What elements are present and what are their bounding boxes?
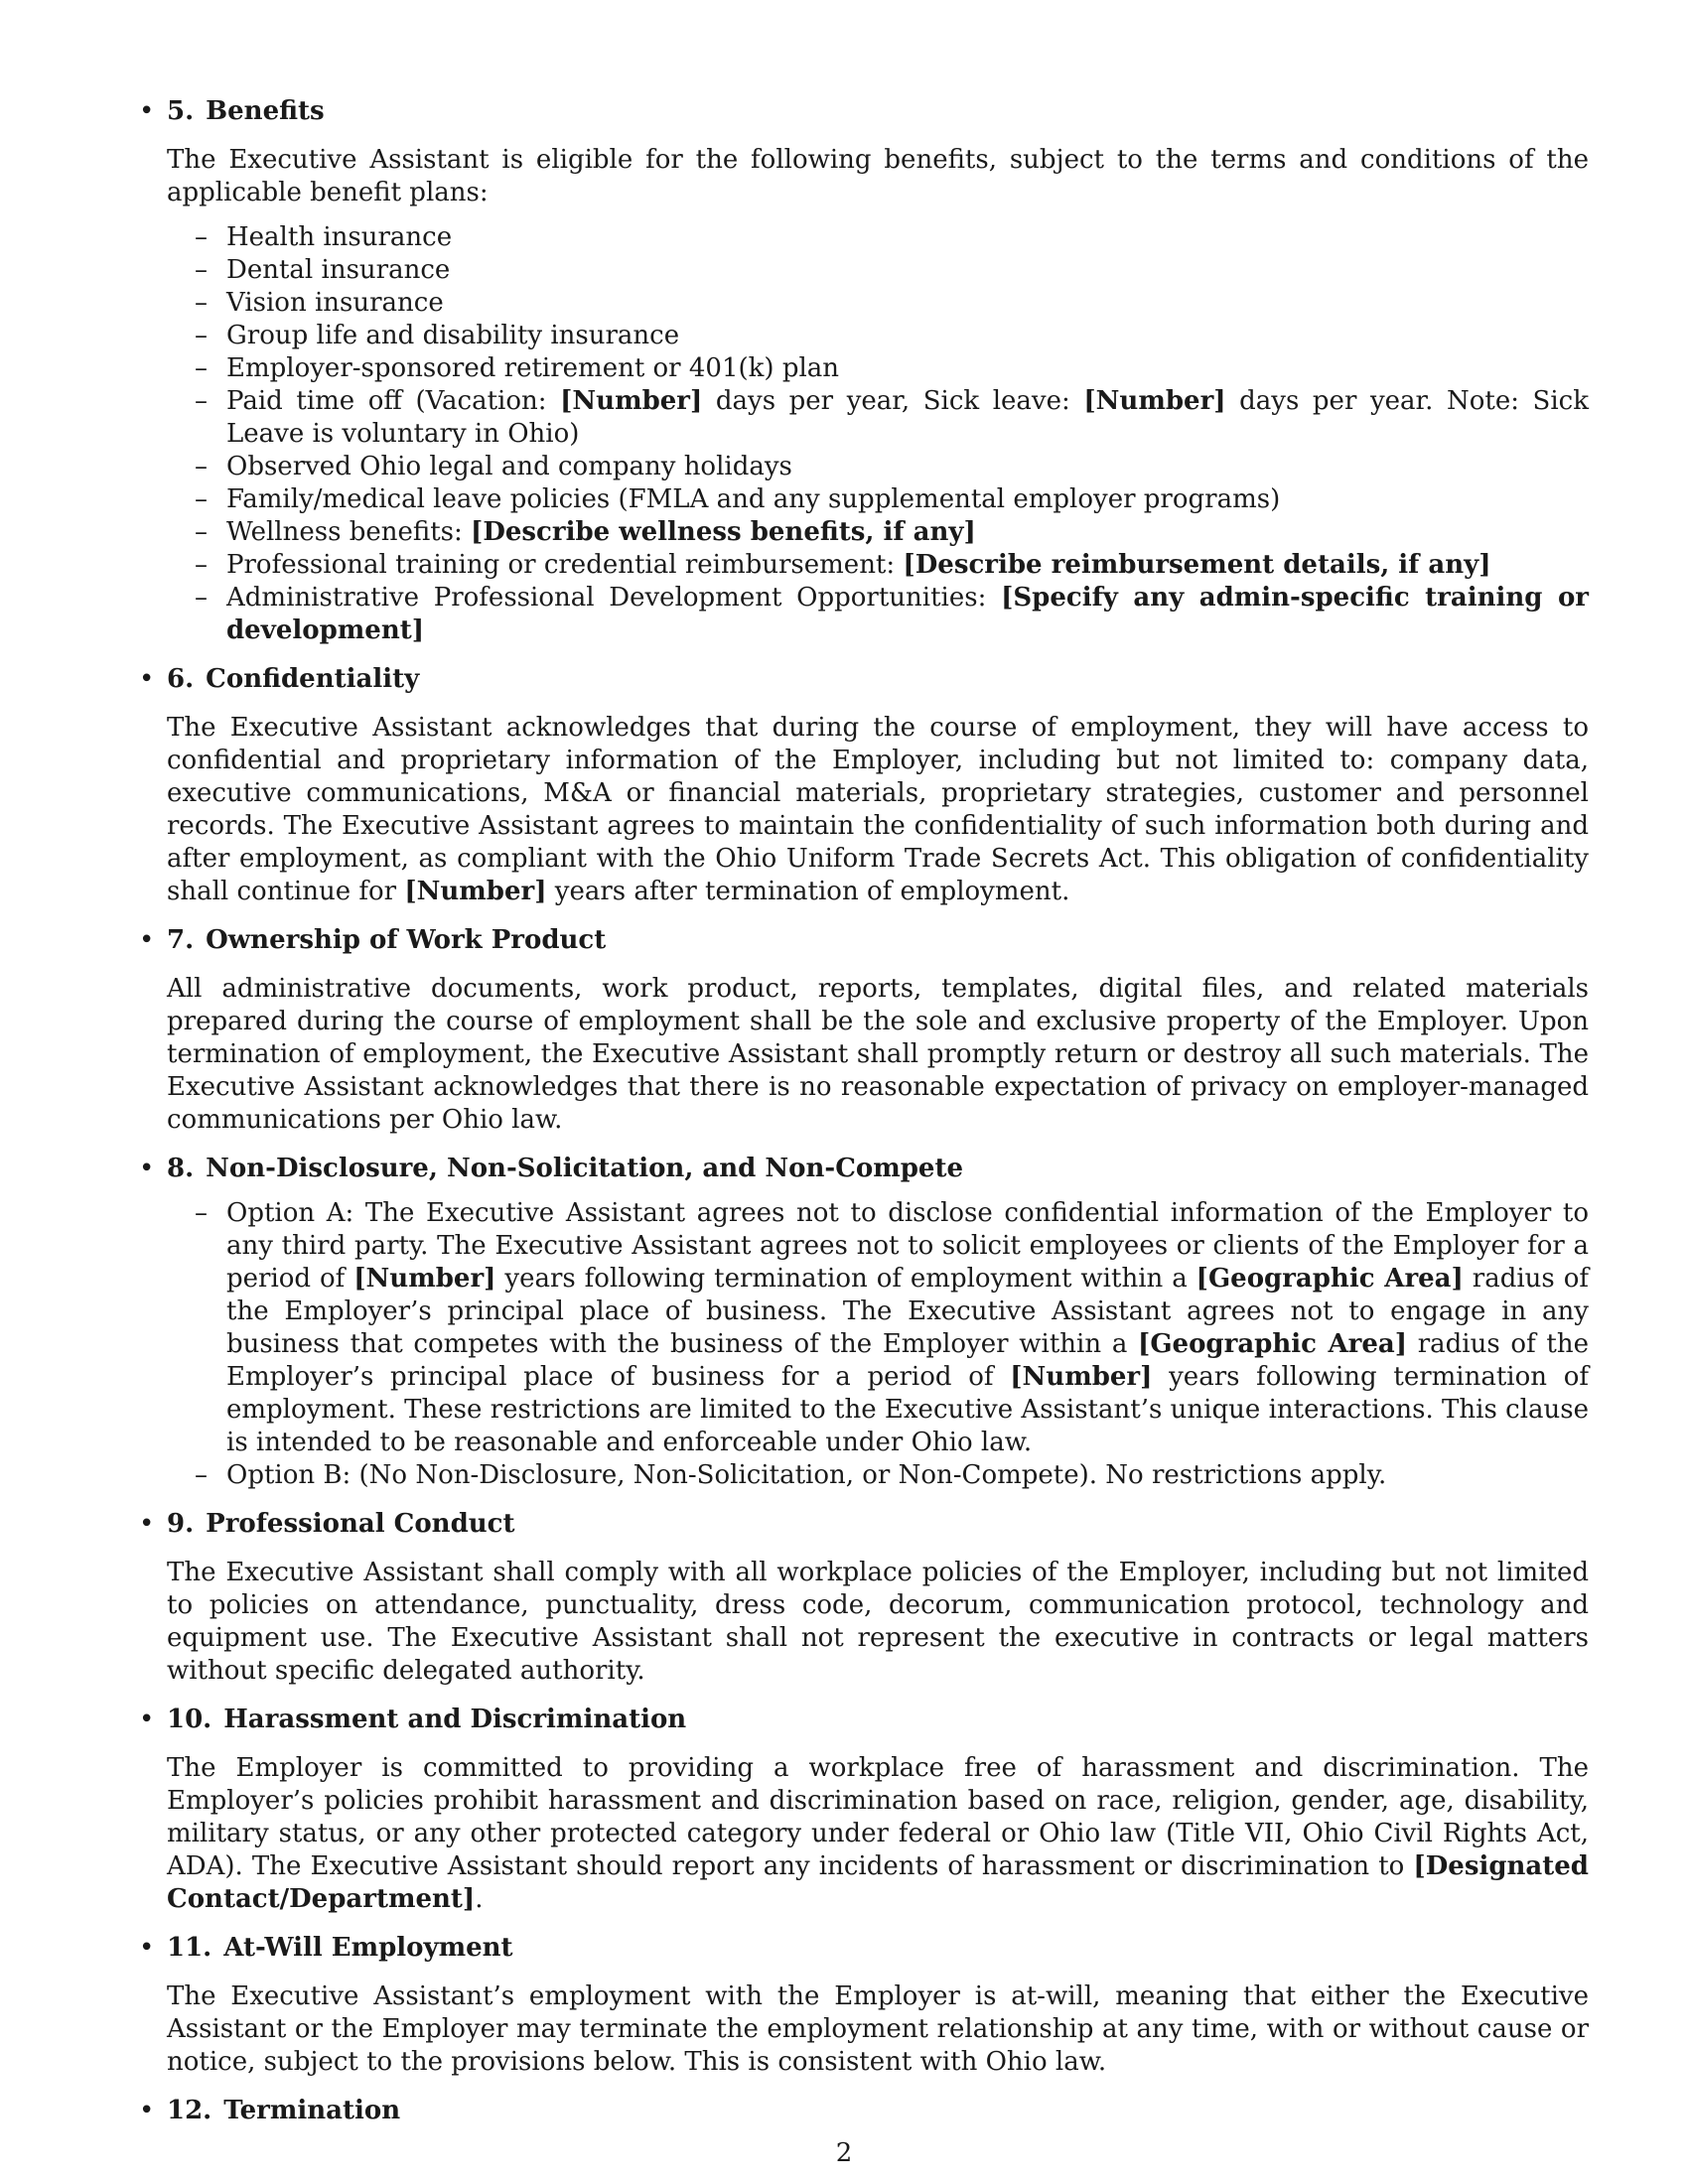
- list-item: – Family/medical leave policies (FMLA and any supplemental employer programs): [226, 483, 1589, 516]
- placeholder-field: [Number]: [1010, 1362, 1153, 1392]
- placeholder-field: [Number]: [353, 1264, 496, 1294]
- section-heading: • 11. At-Will Employment: [167, 1933, 513, 1963]
- section-paragraph: The Employer is committed to providing a workplace free of harassment and discrimination. The Employer’s policies prohibit harassment and discrimination based on race, religion, gender, age, disability, military status, or any other protected category under federal or Ohio law (Title VII, Ohio Civil Rights Act, ADA). The Executive Assistant should report any incidents of harassment or discrimination to [Designated Contact/Department].: [167, 1753, 1589, 1914]
- placeholder-field: [Specify any admin-specific training or development]: [226, 583, 1590, 645]
- option-a: – Option A: The Executive Assistant agrees not to disclose confidential information of the Employer to any third party. The Executive Assistant agrees not to solicit employees or clients of the Employer for a period of [Number] years following termination of employment within a [Geographic Area] radius of the Employer’s principal place of business. The Executive Assistant agrees not to engage in any business that competes with the business of the Employer within a [Geographic Area] radius of the Employer’s principal place of business for a period of [Number] years following termination of employment. These restrictions are limited to the Executive Assistant’s unique interactions. This clause is intended to be reasonable and enforceable under Ohio law.: [226, 1197, 1589, 1459]
- list-item: – Wellness benefits: [Describe wellness benefits, if any]: [226, 516, 1589, 549]
- list-item: – Professional training or credential reimbursement: [Describe reimbursement details, if any]: [226, 549, 1589, 582]
- placeholder-field: [Describe reimbursement details, if any]: [903, 550, 1491, 580]
- section-heading: • 9. Professional Conduct: [167, 1509, 515, 1539]
- list-item: – Employer-sponsored retirement or 401(k) plan: [226, 352, 1589, 385]
- page-number: 2: [835, 2138, 853, 2168]
- section-termination: [139, 2095, 1589, 2127]
- section-heading: • 6. Confidentiality: [167, 664, 420, 694]
- placeholder-field: [Describe wellness benefits, if any]: [471, 517, 976, 547]
- list-item: – Paid time off (Vacation: [Number] days per year, Sick leave: [Number] days per year. Note: Sick Leave is voluntary in Ohio): [226, 385, 1589, 451]
- section-confidentiality: [139, 663, 1589, 908]
- option-b: – Option B: (No Non-Disclosure, Non-Solicitation, or Non-Compete). No restrictions apply.: [226, 1459, 1589, 1492]
- section-ownership-of-work-product: [139, 924, 1589, 1137]
- options-list: [167, 1197, 1589, 1492]
- list-item: – Health insurance: [226, 221, 1589, 254]
- section-paragraph: All administrative documents, work product, reports, templates, digital files, and related materials prepared during the course of employment shall be the sole and exclusive property of the Employer. Upon termination of employment, the Executive Assistant shall promptly return or destroy all such materials. The Executive Assistant acknowledges that there is no reasonable expectation of privacy on employer-managed communications per Ohio law.: [167, 974, 1589, 1135]
- list-item: – Administrative Professional Development Opportunities: [Specify any admin-specific training or development]: [226, 582, 1589, 647]
- list-item: – Vision insurance: [226, 287, 1589, 320]
- section-paragraph: The Executive Assistant acknowledges that during the course of employment, they will have access to confidential and proprietary information of the Employer, including but not limited to: company data, executive communications, M&A or financial materials, proprietary strategies, customer and personnel records. The Executive Assistant agrees to maintain the confidentiality of such information both during and after employment, as compliant with the Ohio Uniform Trade Secrets Act. This obligation of confidentiality shall continue for [Number] years after termination of employment.: [167, 713, 1589, 906]
- placeholder-field: [Geographic Area]: [1196, 1264, 1464, 1294]
- section-heading: • 5. Benefits: [167, 96, 325, 126]
- section-paragraph: The Executive Assistant’s employment with the Employer is at-will, meaning that either the Executive Assistant or the Employer may terminate the employment relationship at any time, with or without cause or notice, subject to the provisions below. This is consistent with Ohio law.: [167, 1981, 1589, 2077]
- section-non-disclosure: [139, 1153, 1589, 1492]
- section-harassment-and-discrimination: [139, 1704, 1589, 1916]
- placeholder-field: [Number]: [1083, 386, 1226, 416]
- placeholder-field: [Number]: [404, 877, 547, 906]
- section-heading: • 12. Termination: [167, 2096, 401, 2125]
- placeholder-field: [Number]: [560, 386, 703, 416]
- section-heading: • 7. Ownership of Work Product: [167, 925, 607, 955]
- section-professional-conduct: [139, 1508, 1589, 1688]
- benefits-list: [167, 221, 1589, 647]
- section-heading: • 10. Harassment and Discrimination: [167, 1705, 687, 1734]
- section-paragraph: The Executive Assistant is eligible for the following benefits, subject to the terms and conditions of the applicable benefit plans:: [167, 145, 1589, 207]
- list-item: – Observed Ohio legal and company holidays: [226, 451, 1589, 483]
- section-at-will-employment: [139, 1932, 1589, 2079]
- section-benefits: [139, 95, 1589, 647]
- section-heading: • 8. Non-Disclosure, Non-Solicitation, and Non-Compete: [167, 1154, 964, 1183]
- list-item: – Dental insurance: [226, 254, 1589, 287]
- document-page: [139, 95, 1589, 2143]
- section-paragraph: The Executive Assistant shall comply with all workplace policies of the Employer, including but not limited to policies on attendance, punctuality, dress code, decorum, communication protocol, technology and equipment use. The Executive Assistant shall not represent the executive in contracts or legal matters without specific delegated authority.: [167, 1558, 1589, 1686]
- list-item: – Group life and disability insurance: [226, 320, 1589, 352]
- placeholder-field: [Geographic Area]: [1138, 1329, 1408, 1359]
- placeholder-field: [Designated Contact/Department]: [167, 1851, 1589, 1914]
